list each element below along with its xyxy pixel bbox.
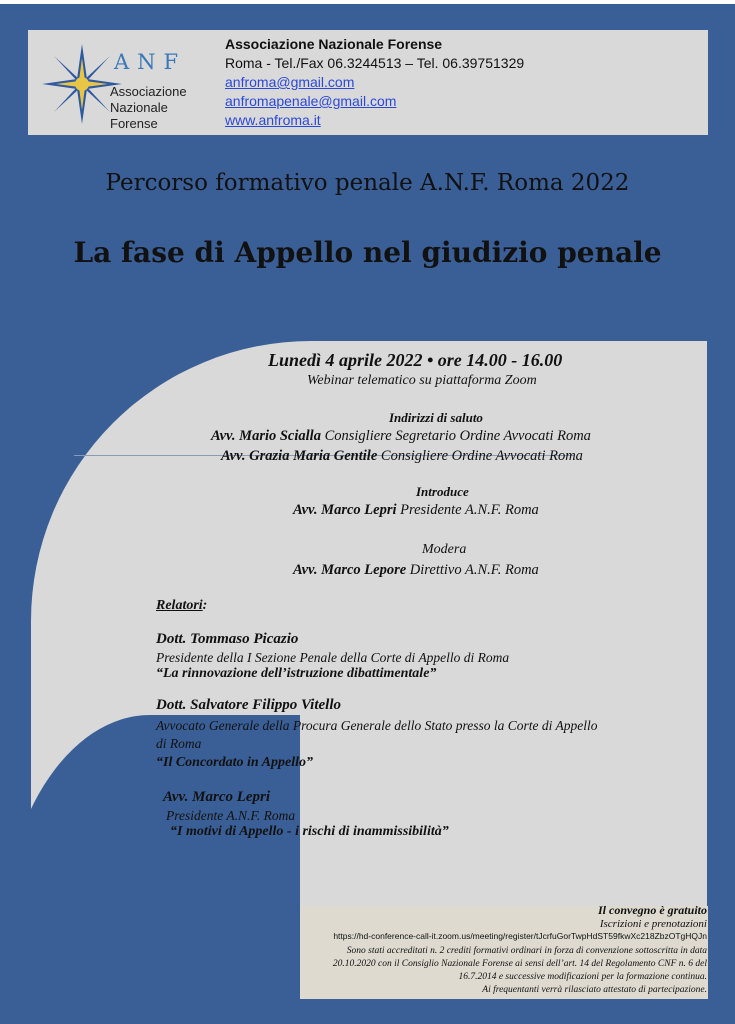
- speaker-1-topic: “La rinnovazione dell’istruzione dibattimentale”: [156, 666, 437, 681]
- modera-heading: Modera: [422, 542, 467, 557]
- credits-line-4: Ai frequentanti verrà rilasciato attestato di partecipazione.: [482, 985, 707, 995]
- credits-line-3: 16.7.2014 e successive modificazioni per la formazione continua.: [458, 972, 707, 982]
- speaker-3-name: Avv. Marco Lepri: [163, 789, 271, 805]
- signup-label: Iscrizioni e prenotazioni: [599, 918, 707, 930]
- relatori-label: Relatori: [156, 598, 203, 613]
- event-platform: Webinar telematico su piattaforma Zoom: [307, 373, 537, 388]
- event-date: Lunedì 4 aprile 2022 • ore 14.00 - 16.00: [268, 350, 563, 370]
- speaker-2-role-line2: di Roma: [156, 736, 202, 751]
- speaker-1-name: Dott. Tommaso Picazio: [156, 631, 299, 647]
- speaker-role: Direttivo A.N.F. Roma: [409, 562, 539, 578]
- logo-sub-line: Nazionale: [110, 100, 168, 115]
- website-link[interactable]: www.anfroma.it: [225, 112, 321, 128]
- speaker-1-role: Presidente della I Sezione Penale della Corte di Appello di Roma: [156, 650, 510, 665]
- speaker-name: Avv. Marco Lepri: [293, 502, 397, 518]
- speaker-role: Consigliere Segretario Ordine Avvocati Roma: [324, 428, 591, 444]
- relatori-heading: [156, 598, 207, 614]
- speaker-role: Presidente A.N.F. Roma: [400, 502, 539, 518]
- speaker-name: Avv. Grazia Maria Gentile: [221, 448, 378, 464]
- logo-sub-line: Associazione: [110, 84, 187, 99]
- credits-line-2: 20.10.2020 con il Consiglio Nazionale Forense ai sensi dell’art. 14 del Regolamento CNF n. 6 del: [332, 959, 707, 969]
- email-link-2[interactable]: anfromapenale@gmail.com: [225, 93, 397, 109]
- saluto-speaker-1: [211, 428, 591, 445]
- header-box: [28, 30, 708, 135]
- speaker-name: Avv. Mario Scialla: [211, 428, 321, 444]
- free-notice: Il convegno è gratuito: [597, 903, 707, 917]
- event-title: La fase di Appello nel giudizio penale: [73, 236, 662, 269]
- introduce-speaker: [293, 502, 539, 519]
- speaker-2-name: Dott. Salvatore Filippo Vitello: [156, 697, 342, 713]
- logo-anf-letters: ANF: [114, 50, 187, 74]
- modera-speaker: [293, 562, 539, 579]
- introduce-heading: Introduce: [416, 484, 469, 499]
- org-name: Associazione Nazionale Forense: [225, 36, 443, 52]
- speaker-2-topic: “Il Concordato in Appello”: [156, 755, 314, 770]
- credits-line-1: Sono stati accreditati n. 2 crediti formativi ordinari in forza di convenzione sottoscritta in data: [346, 946, 707, 956]
- logo-sub-line: Forense: [110, 116, 158, 131]
- course-title: Percorso formativo penale A.N.F. Roma 2022: [105, 170, 630, 196]
- contact-block: [225, 35, 524, 130]
- logo-subtitle: [110, 84, 187, 132]
- saluto-heading: Indirizzi di saluto: [389, 410, 483, 425]
- speaker-3-role: Presidente A.N.F. Roma: [166, 808, 296, 823]
- speaker-role: Consigliere Ordine Avvocati Roma: [380, 448, 583, 464]
- saluto-speaker-2: [221, 448, 583, 465]
- relatori-colon: :: [202, 598, 208, 613]
- speaker-2-role-line1: Avvocato Generale della Procura Generale dello Stato presso la Corte di Appello: [156, 718, 598, 733]
- speaker-3-topic: “I motivi di Appello - i rischi di inammissibilità”: [170, 824, 449, 839]
- email-link-1[interactable]: anfroma@gmail.com: [225, 74, 355, 90]
- signup-url[interactable]: https://hd-conference-call-it.zoom.us/meeting/register/tJcrfuGorTwpHdST59fkwXc218ZbzOTgHQJn: [333, 931, 707, 941]
- speaker-name: Avv. Marco Lepore: [293, 562, 407, 578]
- phone-line: Roma - Tel./Fax 06.3244513 – Tel. 06.39751329: [225, 55, 525, 71]
